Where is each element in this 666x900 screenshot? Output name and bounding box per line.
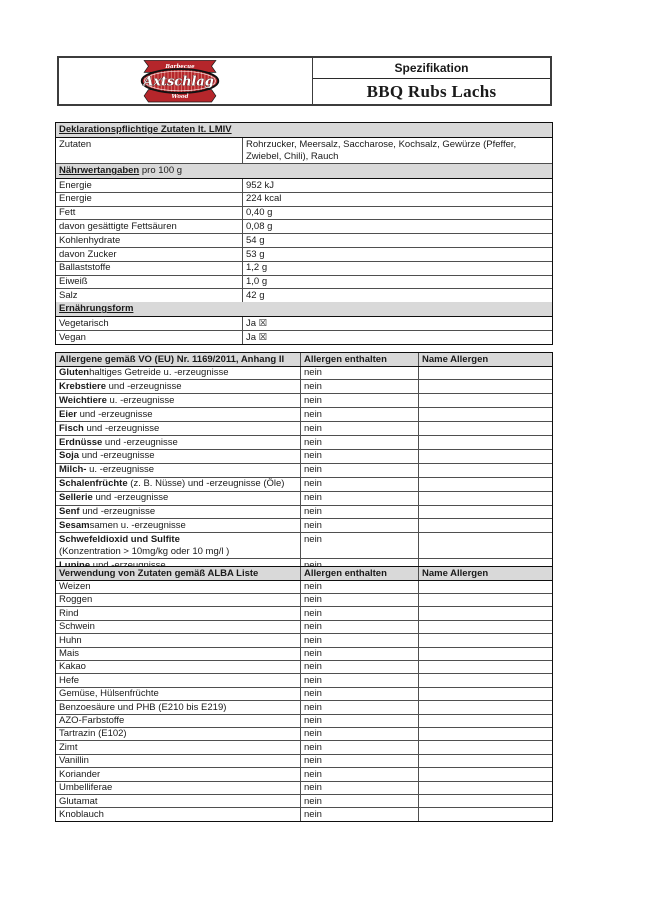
allergen-row <box>56 464 552 478</box>
alba-contained-value: nein <box>300 661 418 673</box>
allergen-name-value <box>418 519 552 532</box>
alba-contained-value: nein <box>300 808 418 820</box>
alba-row <box>56 661 552 674</box>
alba-name-value <box>418 661 552 673</box>
allergen-name-value <box>418 506 552 519</box>
alba-name-value <box>418 607 552 619</box>
spec-label: Spezifikation <box>313 58 550 79</box>
declaration-table-title: Deklarationspflichtige Zutaten lt. LMIV <box>59 124 232 135</box>
alba-name-value <box>418 648 552 660</box>
alba-ingredient-label: Schwein <box>59 621 95 633</box>
allergen-table <box>55 352 553 573</box>
allergen-contained-value: nein <box>300 450 418 463</box>
allergen-row <box>56 367 552 381</box>
alba-contained-value: nein <box>300 755 418 767</box>
alba-ingredient-label: Rind <box>59 607 79 619</box>
logo-bottom-text: Wood <box>171 93 189 100</box>
nutrition-row <box>56 289 552 302</box>
alba-row <box>56 755 552 768</box>
alba-name-value <box>418 621 552 633</box>
nutrient-label: Ballaststoffe <box>59 262 111 274</box>
allergen-contained-value: nein <box>300 394 418 407</box>
alba-ingredient-label: AZO-Farbstoffe <box>59 715 125 727</box>
allergen-label: Eier und -erzeugnisse <box>59 408 153 420</box>
allergen-name-value <box>418 367 552 380</box>
nutrient-value: 42 g <box>242 289 552 302</box>
allergen-rows <box>56 367 552 573</box>
allergen-contained-value: nein <box>300 506 418 519</box>
allergen-label: Milch- u. -erzeugnisse <box>59 464 155 476</box>
alba-name-value <box>418 594 552 606</box>
allergen-row <box>56 492 552 506</box>
alba-contained-value: nein <box>300 634 418 646</box>
alba-row <box>56 701 552 714</box>
alba-table-header <box>56 567 552 581</box>
alba-ingredient-label: Umbelliferae <box>59 782 113 794</box>
logo-registered-mark: ® <box>219 73 224 79</box>
alba-ingredient-label: Mais <box>59 648 80 660</box>
allergen-contained-value: nein <box>300 367 418 380</box>
nutrient-label: davon Zucker <box>59 248 117 260</box>
alba-row <box>56 674 552 687</box>
allergen-table-title: Allergene gemäß VO (EU) Nr. 1169/2011, Anhang II <box>59 353 285 365</box>
allergen-name-column-header: Name Allergen <box>418 353 552 366</box>
nutrition-section-suffix: pro 100 g <box>139 165 183 177</box>
allergen-row <box>56 436 552 450</box>
nutrition-row <box>56 193 552 207</box>
nutrient-label: Kohlenhydrate <box>59 234 121 246</box>
product-title: BBQ Rubs Lachs <box>366 81 497 101</box>
alba-name-value <box>418 782 552 794</box>
diet-label: Vegan <box>59 331 86 343</box>
alba-ingredient-label: Gemüse, Hülsenfrüchte <box>59 688 159 700</box>
spec-panel <box>312 58 550 104</box>
alba-row <box>56 715 552 728</box>
axtschlag-logo-graphic <box>125 59 235 103</box>
alba-row <box>56 768 552 781</box>
header <box>57 56 552 106</box>
nutrition-row <box>56 276 552 290</box>
allergen-contained-value: nein <box>300 422 418 435</box>
allergen-label: Fisch und -erzeugnisse <box>59 422 160 434</box>
nutrient-label: davon gesättigte Fettsäuren <box>59 220 177 232</box>
logo-wordmark: Axtschlag <box>143 74 214 90</box>
allergen-row <box>56 450 552 464</box>
alba-ingredient-label: Knoblauch <box>59 808 104 820</box>
alba-ingredient-label: Kakao <box>59 661 86 673</box>
alba-contained-value: nein <box>300 581 418 593</box>
nutrient-value: 224 kcal <box>242 193 552 206</box>
alba-row <box>56 782 552 795</box>
nutrient-value: 54 g <box>242 234 552 247</box>
alba-contained-value: nein <box>300 715 418 727</box>
nutrition-section-header <box>56 164 552 179</box>
declaration-table-title-row <box>56 123 552 138</box>
nutrient-value: 952 kJ <box>242 179 552 192</box>
nutrient-label: Eiweiß <box>59 276 88 288</box>
nutrient-value: 0,08 g <box>242 220 552 233</box>
alba-row <box>56 648 552 661</box>
allergen-label: Schalenfrüchte (z. B. Nüsse) und -erzeugnisse (Öle) <box>59 478 285 490</box>
alba-contained-value: nein <box>300 741 418 753</box>
alba-contained-value: nein <box>300 728 418 740</box>
ingredients-label: Zutaten <box>59 138 92 150</box>
alba-row <box>56 728 552 741</box>
nutrient-label: Fett <box>59 207 76 219</box>
diet-section-header <box>56 302 552 317</box>
alba-name-value <box>418 581 552 593</box>
allergen-name-value <box>418 408 552 421</box>
allergen-contained-value: nein <box>300 519 418 532</box>
nutrient-value: 1,2 g <box>242 262 552 275</box>
logo-top-text: Barbecue <box>165 63 195 70</box>
alba-contained-value: nein <box>300 607 418 619</box>
alba-row <box>56 594 552 607</box>
alba-ingredient-label: Roggen <box>59 594 93 606</box>
alba-row <box>56 621 552 634</box>
allergen-name-value <box>418 450 552 463</box>
allergen-contained-value: nein <box>300 478 418 491</box>
alba-contained-value: nein <box>300 701 418 713</box>
alba-ingredient-label: Weizen <box>59 581 91 592</box>
nutrition-rows <box>56 179 552 302</box>
alba-contained-value: nein <box>300 688 418 700</box>
diet-row <box>56 331 552 344</box>
alba-contained-value: nein <box>300 795 418 807</box>
allergen-label: Sellerie und -erzeugnisse <box>59 492 169 504</box>
allergen-name-value <box>418 492 552 505</box>
nutrition-section-title: Nährwertangaben <box>59 165 140 177</box>
alba-table-title: Verwendung von Zutaten gemäß ALBA Liste <box>59 567 259 579</box>
ingredients-row <box>56 138 552 164</box>
allergen-name-value <box>418 394 552 407</box>
nutrition-row <box>56 234 552 248</box>
allergen-label: Krebstiere und -erzeugnisse <box>59 380 182 392</box>
alba-contained-value: nein <box>300 594 418 606</box>
nutrient-value: 0,40 g <box>242 207 552 220</box>
alba-ingredient-label: Glutamat <box>59 795 98 807</box>
allergen-contained-value: nein <box>300 380 418 393</box>
alba-row <box>56 634 552 647</box>
allergen-contained-column-header: Allergen enthalten <box>300 353 418 366</box>
nutrition-row <box>56 207 552 221</box>
allergen-row <box>56 422 552 436</box>
allergen-name-value <box>418 422 552 435</box>
alba-ingredient-label: Zimt <box>59 741 78 753</box>
allergen-row <box>56 519 552 533</box>
alba-row <box>56 607 552 620</box>
diet-label: Vegetarisch <box>59 317 109 329</box>
diet-section-title: Ernährungsform <box>59 303 134 315</box>
alba-name-value <box>418 808 552 820</box>
alba-name-value <box>418 634 552 646</box>
allergen-row <box>56 478 552 492</box>
alba-ingredient-label: Tartrazin (E102) <box>59 728 127 740</box>
alba-name-value <box>418 768 552 780</box>
allergen-name-value <box>418 533 552 558</box>
diet-row <box>56 317 552 331</box>
alba-table <box>55 566 553 822</box>
alba-contained-column-header: Allergen enthalten <box>300 567 418 580</box>
allergen-row <box>56 506 552 520</box>
alba-contained-value: nein <box>300 674 418 686</box>
allergen-contained-value: nein <box>300 464 418 477</box>
axtschlag-logo <box>125 59 235 103</box>
nutrition-row <box>56 248 552 262</box>
nutrition-row <box>56 179 552 193</box>
allergen-contained-value: nein <box>300 492 418 505</box>
nutrient-label: Salz <box>59 289 78 301</box>
alba-row <box>56 688 552 701</box>
allergen-label: Sesamsamen u. -erzeugnisse <box>59 519 186 531</box>
alba-ingredient-label: Huhn <box>59 634 82 646</box>
diet-checkbox-value: Ja ☒ <box>242 317 552 330</box>
nutrition-row <box>56 220 552 234</box>
allergen-row <box>56 533 552 559</box>
allergen-label: Glutenhaltiges Getreide u. -erzeugnisse <box>59 367 229 378</box>
alba-name-value <box>418 755 552 767</box>
allergen-label: Schwefeldioxid und Sulfite (Konzentration > 10mg/kg oder 10 mg/l ) <box>59 533 230 557</box>
allergen-contained-value: nein <box>300 533 418 558</box>
alba-ingredient-label: Hefe <box>59 674 80 686</box>
nutrient-value: 1,0 g <box>242 276 552 289</box>
allergen-label: Erdnüsse und -erzeugnisse <box>59 436 178 448</box>
ingredients-value: Rohrzucker, Meersalz, Saccharose, Kochsalz, Gewürze (Pfeffer, Zwiebel, Chili), Rauch <box>242 138 552 163</box>
allergen-contained-value: nein <box>300 436 418 449</box>
alba-name-value <box>418 674 552 686</box>
allergen-label: Senf und -erzeugnisse <box>59 506 156 518</box>
allergen-label: Soja und -erzeugnisse <box>59 450 155 462</box>
alba-row <box>56 808 552 820</box>
allergen-contained-value: nein <box>300 408 418 421</box>
alba-rows <box>56 581 552 821</box>
allergen-table-header <box>56 353 552 367</box>
alba-row <box>56 795 552 808</box>
allergen-name-value <box>418 478 552 491</box>
alba-name-value <box>418 728 552 740</box>
nutrient-label: Energie <box>59 193 92 205</box>
allergen-name-value <box>418 436 552 449</box>
alba-contained-value: nein <box>300 782 418 794</box>
alba-row <box>56 741 552 754</box>
alba-name-value <box>418 741 552 753</box>
diet-rows <box>56 317 552 344</box>
alba-name-value <box>418 795 552 807</box>
nutrient-value: 53 g <box>242 248 552 261</box>
allergen-row <box>56 380 552 394</box>
alba-contained-value: nein <box>300 621 418 633</box>
alba-name-column-header: Name Allergen <box>418 567 552 580</box>
alba-name-value <box>418 688 552 700</box>
alba-name-value <box>418 701 552 713</box>
allergen-row <box>56 408 552 422</box>
allergen-row <box>56 394 552 408</box>
alba-contained-value: nein <box>300 648 418 660</box>
alba-name-value <box>418 715 552 727</box>
nutrition-row <box>56 262 552 276</box>
declaration-table <box>55 122 553 345</box>
allergen-label: Weichtiere u. -erzeugnisse <box>59 394 175 406</box>
nutrient-label: Energie <box>59 179 92 191</box>
alba-ingredient-label: Koriander <box>59 768 101 780</box>
alba-ingredient-label: Benzoesäure und PHB (E210 bis E219) <box>59 701 227 713</box>
alba-ingredient-label: Vanillin <box>59 755 89 767</box>
alba-contained-value: nein <box>300 768 418 780</box>
allergen-name-value <box>418 380 552 393</box>
diet-checkbox-value: Ja ☒ <box>242 331 552 344</box>
allergen-name-value <box>418 464 552 477</box>
alba-row <box>56 581 552 594</box>
